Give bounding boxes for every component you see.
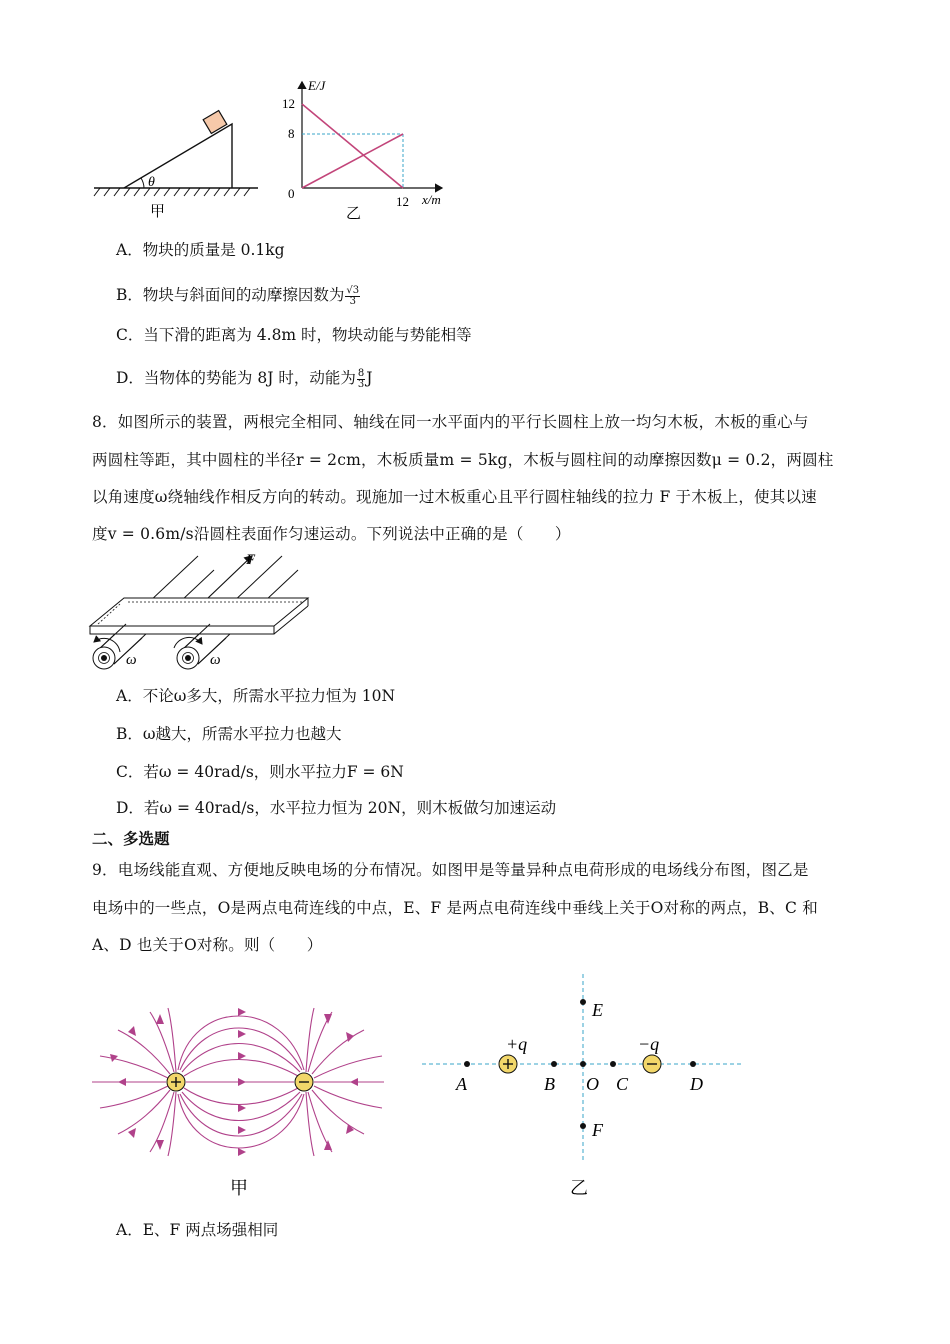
q8-stem-line-2: 两圆柱等距，其中圆柱的半径r = 2cm，木板质量m = 5kg，木板与圆柱间的动摩擦因数μ = 0.2，两圆柱 <box>92 451 834 469</box>
q8-stem-line-3: 以角速度ω绕轴线作相反方向的转动。现施加一过木板重心且平行圆柱轴线的拉力 F 于木板上，使其以速 <box>92 488 817 506</box>
fraction-numerator: √3 <box>346 284 360 296</box>
y-tick-0: 0 <box>288 186 295 201</box>
q9-option-a: A．E、F 两点场强相同 <box>116 1221 279 1239</box>
q7-option-b <box>116 283 361 307</box>
point-o-label: O <box>586 1074 599 1094</box>
omega-left-label: ω <box>126 652 137 668</box>
point-c-label: C <box>616 1074 629 1094</box>
energy-graph <box>278 78 458 228</box>
fraction-denominator: 3 <box>349 295 356 307</box>
point-e-label: E <box>592 1000 603 1020</box>
x-tick-12: 12 <box>396 194 409 209</box>
figure-caption-jia: 甲 <box>230 1178 248 1198</box>
angle-label: θ <box>148 175 155 190</box>
q7-option-b-text: B．物块与斜面间的动摩擦因数为 <box>116 286 345 304</box>
q8-stem-line-4: 度v = 0.6m/s沿圆柱表面作匀速运动。下列说法中正确的是（ ） <box>92 525 571 543</box>
point-a-label: A <box>456 1074 467 1094</box>
minus-q-label: −q <box>638 1034 660 1054</box>
omega-right-label: ω <box>210 652 221 668</box>
figure-caption-jia: 甲 <box>150 204 166 220</box>
figure-caption-yi: 乙 <box>346 206 362 222</box>
point-d-label: D <box>690 1074 703 1094</box>
y-tick-12: 12 <box>282 96 295 111</box>
q9-stem-line-3: A、D 也关于O对称。则（ ） <box>92 936 323 954</box>
incline-figure <box>88 100 268 230</box>
q7-option-a: A．物块的质量是 0.1kg <box>116 241 285 259</box>
plus-q-label: +q <box>506 1034 528 1054</box>
kinetic-energy-line <box>302 134 403 188</box>
y-axis-label: E/J <box>308 78 326 93</box>
q8-option-d: D．若ω = 40rad/s，水平拉力恒为 20N，则木板做匀加速运动 <box>116 799 557 817</box>
q7-option-d-text: D．当物体的势能为 8J 时，动能为 <box>116 369 356 387</box>
q8-option-b: B．ω越大，所需水平拉力也越大 <box>116 725 342 743</box>
fraction <box>357 369 365 390</box>
q8-option-c: C．若ω = 40rad/s，则水平拉力F = 6N <box>116 763 404 781</box>
section-title: 二、多选题 <box>92 829 170 848</box>
q7-option-d <box>116 366 372 390</box>
point-b-label: B <box>544 1074 555 1094</box>
q7-option-d-unit: J <box>366 369 373 387</box>
q8-option-a: A．不论ω多大，所需水平拉力恒为 10N <box>116 687 396 705</box>
force-label: F <box>246 552 256 568</box>
field-lines-figure <box>88 994 388 1204</box>
fraction <box>345 286 360 307</box>
q7-option-c: C．当下滑的距离为 4.8m 时，物块动能与势能相等 <box>116 326 472 344</box>
x-axis-label: x/m <box>422 192 441 207</box>
q9-stem-line-1: 9．电场线能直观、方便地反映电场的分布情况。如图甲是等量异种点电荷形成的电场线分布图，图乙是 <box>92 861 809 879</box>
q9-stem-line-2: 电场中的一些点，O是两点电荷连线的中点，E、F 是两点电荷连线中垂线上关于O对称的两点，B、C 和 <box>92 899 818 917</box>
potential-energy-line <box>302 104 403 188</box>
figure-caption-yi: 乙 <box>570 1178 588 1198</box>
y-tick-8: 8 <box>288 126 295 141</box>
q8-stem-line-1: 8．如图所示的装置，两根完全相同、轴线在同一水平面内的平行长圆柱上放一均匀木板，木板的重心与 <box>92 413 809 431</box>
cylinder-board-figure <box>86 548 316 678</box>
fraction-numerator: 8 <box>357 367 365 379</box>
fraction-denominator: 3 <box>357 378 365 390</box>
points-figure <box>418 970 748 1200</box>
point-f-label: F <box>592 1120 603 1140</box>
